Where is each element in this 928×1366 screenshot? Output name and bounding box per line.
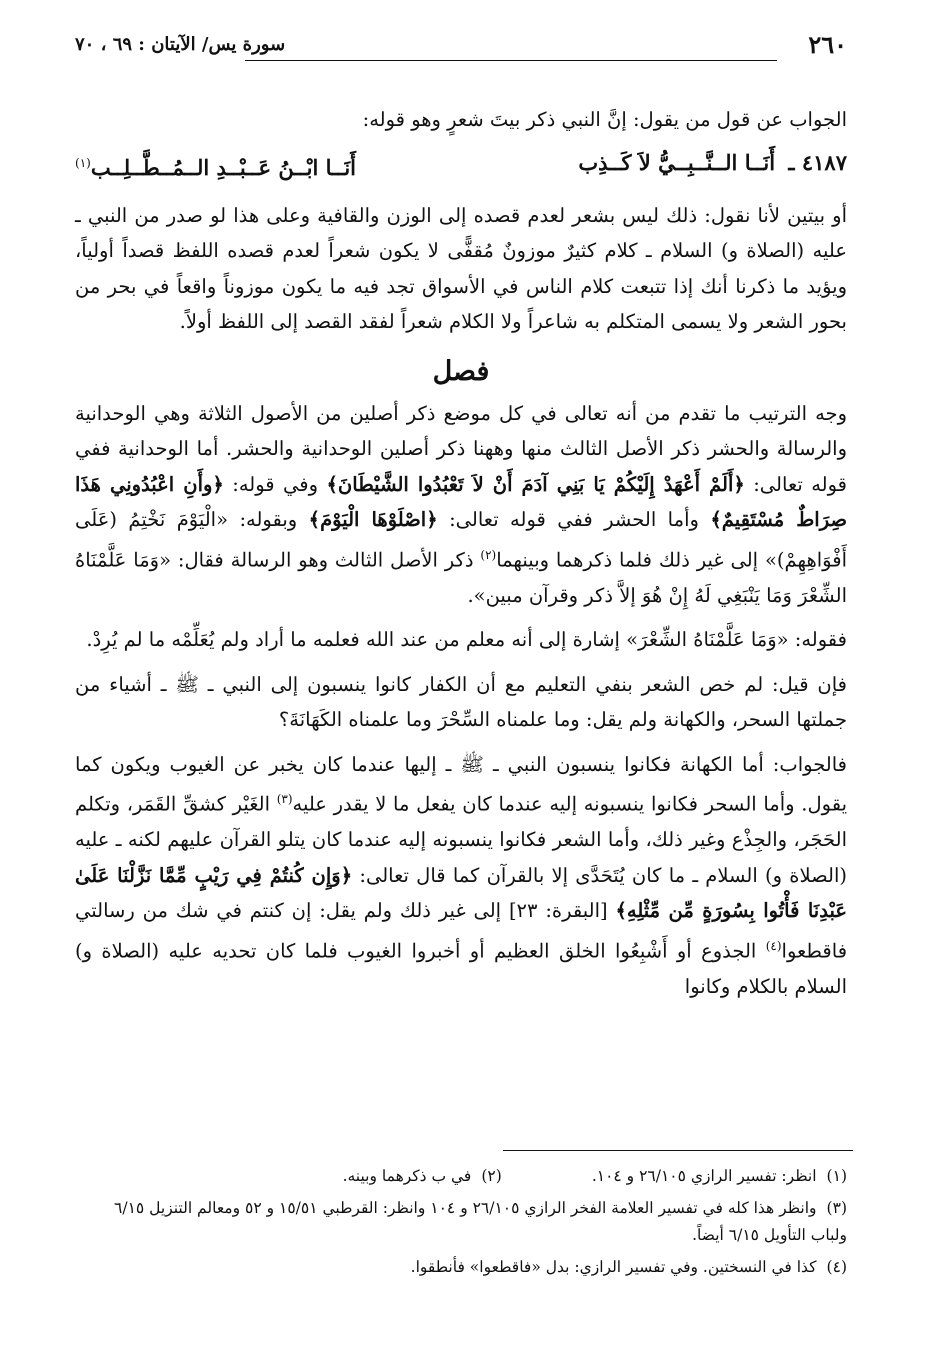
text-segment: الجذوع أو أَشْبِعُوا الخلق العظيم أو أخبروا الغيوب فلما كان تحديه عليه (الصلاة و) السلام بالكلام وكانوا	[75, 939, 847, 998]
verse-number: ٤١٨٧ ـ	[788, 149, 847, 175]
footnote-text: انظر: تفسير الرازي ٢٦/١٠٥ و ١٠٤.	[591, 1167, 817, 1185]
quran-quote: ﴿وَإِن كُنتُمْ فِي رَيْبٍ مِّمَّا نَزَّلْنَا عَلَىٰ عَبْدِنَا فَأْتُوا بِسُورَةٍ مِّن مِّثْلِهِ﴾	[75, 863, 847, 922]
footnote-number: (٣)	[826, 1199, 847, 1217]
paragraph-question: فإن قيل: لم خص الشعر بنفي التعليم مع أن الكفار كانوا ينسبون إلى النبي ـ ﷺ ـ أشياء من جملتها السحر، والكهانة ولم يقل: وما علمناه السِّحْرَ وما علمناه الكَهَانَةَ؟	[75, 672, 848, 731]
footnote-separator	[503, 1150, 853, 1151]
text-segment: وبقوله: «الْيَوْمَ نَخْتِمُ (عَلَى أَفْوَاهِهِمْ)» إلى غير ذلك فلما ذكرهما وبينهما	[75, 508, 847, 571]
footnote-number: (٤)	[826, 1258, 847, 1276]
paragraph-teaching: فقوله: «وَمَا عَلَّمْنَاهُ الشِّعْرَ» إشارة إلى أنه معلم من عند الله فعلمه ما أراد ولم يُعَلِّمْه ما لم يُرِدْ.	[86, 628, 847, 651]
text-segment: وأما الحشر ففي قوله تعالى:	[449, 508, 699, 531]
footnote-4	[75, 1254, 847, 1281]
footnote-ref-3[interactable]: (٣)	[276, 792, 293, 806]
paragraph-intro: الجواب عن قول من يقول: إنَّ النبي ذكر بيتَ شعرٍ وهو قوله:	[362, 108, 847, 131]
text-segment: وجه الترتيب ما تقدم من أنه تعالى في كل موضع ذكر أصلين من الأصول الثلاثة وهي الوحدانية والرسالة والحشر ذكر الأصل الثالث منها وههنا ذكر أصلين الوحدانية والحشر. أما الوحدانية ففي قوله تعالى:	[75, 401, 847, 496]
verse-half-2: أَنَــا ابْــنُ عَــبْــدِ الــمُــطَّــلِــب	[90, 154, 357, 180]
footnote-row	[75, 1163, 847, 1195]
text-segment: الغَيْر كشقِّ القَمَر، وتكلم الحَجَر، والجِذْع وغير ذلك، وأما الشعر فكانوا ينسبونه إليه عندما كان يتلو القرآن عليهم لكنه ـ عليه (الصلاة و) السلام ـ ما كان يُتَحَدَّى إلا بالقرآن كما قال تعالى:	[75, 792, 847, 887]
main-text	[75, 102, 847, 1013]
paragraph-answer	[75, 747, 847, 1005]
page-header	[75, 30, 847, 70]
text-segment: وفي قوله:	[232, 472, 319, 496]
verse-first-hemistich	[578, 147, 847, 184]
footnote-ref-4[interactable]: (٤)	[765, 938, 782, 953]
quran-quote: ﴿أَلَمْ أَعْهَدْ إِلَيْكُمْ يَا بَنِي آدَمَ أَنْ لاَ تَعْبُدُوا الشَّيْطَانَ﴾	[326, 472, 745, 496]
page-number: ٢٦٠	[808, 30, 847, 59]
footnote-number: (١)	[826, 1167, 847, 1185]
section-heading: فصل	[432, 355, 490, 387]
paragraph-ordering	[75, 396, 847, 614]
header-rule	[245, 60, 777, 61]
footnote-ref-1[interactable]: (١)	[75, 155, 91, 170]
verse-second-hemistich	[75, 147, 356, 184]
text-segment: [البقرة: ٢٣] إلى غير ذلك ولم يقل: إن كنتم في شك من رسالتي فاقطعوا	[75, 899, 848, 962]
quran-quote: ﴿اصْلَوْهَا الْيَوْمَ﴾	[308, 508, 438, 531]
footnote-1	[592, 1163, 847, 1190]
footnote-text: في ب ذكرهما وبينه.	[342, 1167, 472, 1185]
quran-quote: ﴿وأَنِ اعْبُدُونِي هَذَا صِرَاطٌ مُسْتَقِيمٌ﴾	[75, 472, 848, 531]
footnote-number: (٢)	[481, 1167, 502, 1185]
text-segment: ذكر الأصل الثالث وهو الرسالة فقال: «وَمَا عَلَّمْنَاهُ الشِّعْرَ وَمَا يَنْبَغِي لَهُ إِنْ هُوَ إلاَّ ذكر وقرآن مبين».	[75, 548, 847, 607]
footnote-text: كذا في النسختين. وفي تفسير الرازي: بدل «فاقطعوا» فأنطقوا.	[410, 1258, 817, 1276]
running-title: سورة يس/ الآيتان : ٦٩ ، ٧٠	[75, 34, 286, 55]
verse-half-1: أَنَــا الــنَّــبِــيُّ لاَ كَــذِب	[578, 149, 776, 175]
footnote-3	[75, 1195, 847, 1249]
footnote-ref-2[interactable]: (٢)	[480, 547, 497, 562]
paragraph-explanation: أو بيتين لأنا نقول: ذلك ليس بشعر لعدم قصده إلى الوزن والقافية وعلى هذا لو صدر من النبي ـ عليه (الصلاة و) السلام ـ كلام كثيرٌ موزونٌ مُقفًّى لا يكون شعراً لعدم قصده اللفظ قصداً أولياً، ويؤيد ما ذكرنا أنك إذا تتبعت كلام الناس في الأسواق تجد فيه ما يكون موزوناً واقعاً في بحر من بحور الشعر ولا يسمى المتكلم به شاعراً ولا الكلام شعراً لفقد القصد إلى اللفظ أولاً.	[75, 203, 847, 333]
footnotes	[75, 1163, 847, 1286]
footnote-2	[343, 1163, 502, 1190]
poetry-verse	[75, 147, 847, 184]
footnote-text: وانظر هذا كله في تفسير العلامة الفخر الرازي ٢٦/١٠٥ و ١٠٤ وانظر: القرطبي ١٥/٥١ و ٥٢ ومعالم التنزيل ٦/١٥ ولباب التأويل ٦/١٥ أيضاً.	[114, 1199, 847, 1244]
text-segment: فالجواب: أما الكهانة فكانوا ينسبون النبي ـ ﷺ ـ إليها عندما كان يخبر عن الغيوب ويكون كما يقول. وأما السحر فكانوا ينسبونه إليه عندما كان يفعل ما لا يقدر عليه	[75, 752, 847, 816]
